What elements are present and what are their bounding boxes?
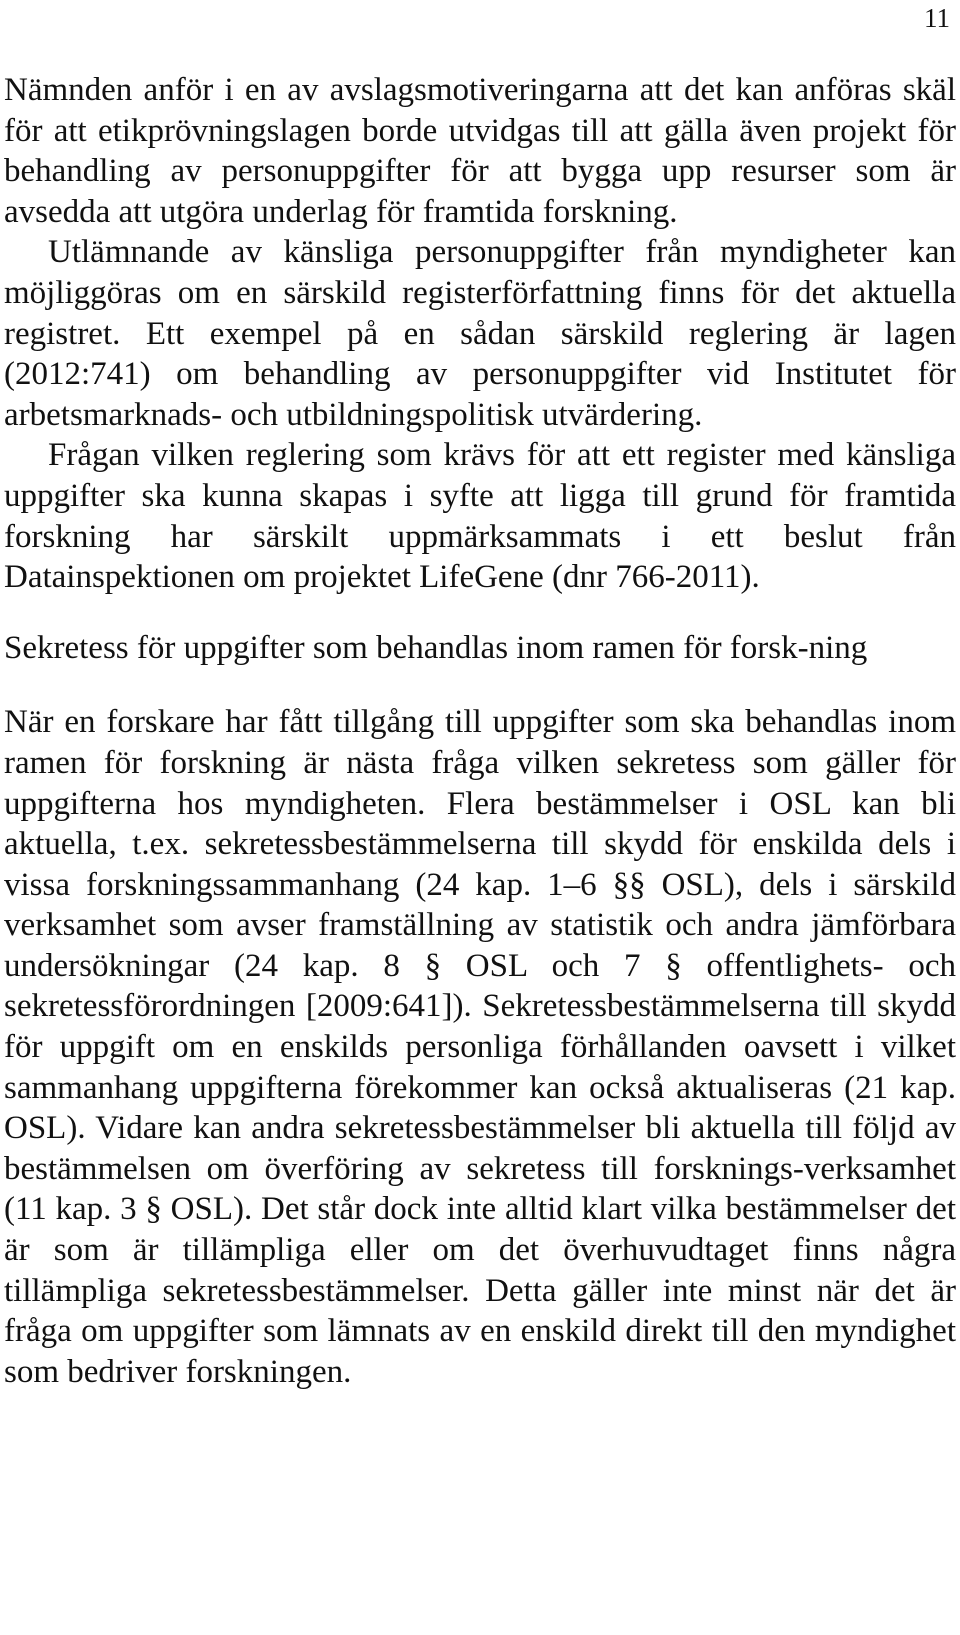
page-number: 11 [924, 3, 950, 33]
paragraph-etikprovning: Nämnden anför i en av avslagsmotiveringarna att det kan anföras skäl för att etikprövningslagen borde utvidgas till att gälla även projekt för behandling av personuppgifter för att bygga upp resurser som är avsedda att utgöra underlag för framtida forskning. [4, 72, 956, 230]
section-heading: Sekretess för uppgifter som behandlas inom ramen för forsk-ning [4, 629, 868, 666]
paragraph-lifegene: Frågan vilken reglering som krävs för att ett register med känsliga uppgifter ska kunna skapas i syfte att ligga till grund för framtida forskning har särskilt uppmärksammats i ett beslut från Datainspektionen om projektet LifeGene (dnr 766-2011). [4, 437, 956, 596]
document-body [4, 70, 956, 1392]
paragraph-sekretess: När en forskare har fått tillgång till uppgifter som ska behandlas inom ramen för forskning är nästa fråga vilken sekretess som gäller för uppgifterna hos myndigheten. Flera bestämmelser i OSL kan bli aktuella, t.ex. sekretessbestämmelserna till skydd för enskilda dels i vissa forskningssammanhang (24 kap. 1–6 §§ OSL), dels i särskild verksamhet som avser framställning av statistik och andra jämförbara undersökningar (24 kap. 8 § OSL och 7 § offentlighets- och sekretessförordningen [2009:641]). Sekretessbestämmelserna till skydd för uppgift om en enskilds personliga förhållanden oavsett i vilket sammanhang uppgifterna förekommer kan också aktualiseras (21 kap. OSL). Vidare kan andra sekretessbestämmelser bli aktuella till följd av bestämmelsen om överföring av sekretess till forsknings-verksamhet (11 kap. 3 § OSL). Det står dock inte alltid klart vilka bestämmelser det är som är tillämpliga eller om det överhuvudtaget finns några tillämpliga sekretessbestämmelser. Detta gäller inte minst när det är fråga om uppgifter som lämnats av en enskild direkt till den myndighet som bedriver forskningen. [4, 704, 956, 1390]
paragraph-utlamnande: Utlämnande av känsliga personuppgifter från myndigheter kan möjliggöras om en särskild registerförfattning finns för det aktuella registret. Ett exempel på en sådan särskild reglering är lagen (2012:741) om behandling av personuppgifter vid Institutet för arbetsmarknads- och utbildningspolitisk utvärdering. [4, 234, 956, 433]
